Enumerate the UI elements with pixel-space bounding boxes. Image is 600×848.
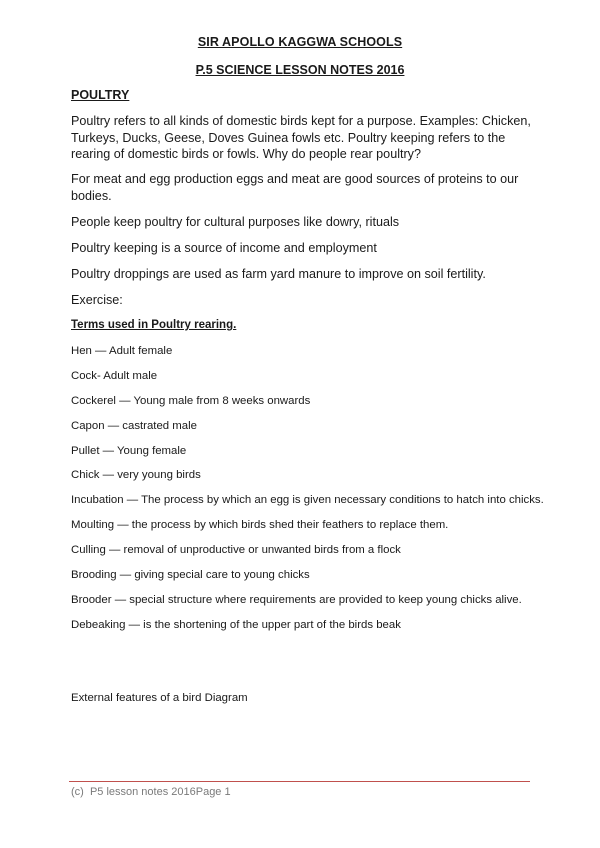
paragraph-manure: Poultry droppings are used as farm yard manure to improve on soil fertility.	[71, 267, 486, 281]
term-item: Brooding — giving special care to young chicks	[71, 569, 310, 582]
paragraph-definition: Poultry refers to all kinds of domestic birds kept for a purpose. Examples: Chicken, Turkeys, Ducks, Geese, Doves Guinea fowls etc. Poultry keeping refers to the rearing of domestic birds or fowls. Why do people rear poultry?	[71, 114, 531, 161]
school-title: SIR APOLLO KAGGWA SCHOOLS	[197, 35, 403, 49]
term-item: Debeaking — is the shortening of the upper part of the birds beak	[71, 618, 401, 631]
section-heading: POULTRY	[71, 88, 130, 102]
term-item: Culling — removal of unproductive or unwanted birds from a flock	[71, 544, 401, 557]
diagram-caption: External features of a bird Diagram	[71, 692, 248, 704]
term-item: Hen — Adult female	[71, 345, 173, 357]
terms-list	[71, 343, 551, 642]
footer-text: (c) P5 lesson notes 2016Page 1	[71, 786, 231, 798]
paragraph-cultural: People keep poultry for cultural purposes like dowry, rituals	[71, 215, 400, 229]
term-item: Moulting — the process by which birds shed their feathers to replace them.	[71, 519, 449, 532]
terms-heading: Terms used in Poultry rearing.	[71, 319, 237, 331]
term-item: Cockerel — Young male from 8 weeks onwards	[71, 394, 311, 407]
term-item: Pullet — Young female	[71, 444, 187, 457]
paragraph-meat-eggs: For meat and egg production eggs and meat are good sources of proteins to our bodies.	[71, 172, 519, 203]
exercise-label: Exercise:	[71, 293, 123, 307]
term-item: Brooder — special structure where requirements are provided to keep young chicks alive.	[71, 593, 522, 606]
term-item: Cock- Adult male	[71, 369, 158, 382]
paragraph-income: Poultry keeping is a source of income and employment	[71, 241, 377, 255]
term-item: Incubation — The process by which an egg is given necessary conditions to hatch into chicks.	[71, 494, 544, 507]
term-item: Chick — very young birds	[71, 469, 201, 482]
term-item: Capon — castrated male	[71, 419, 197, 432]
lesson-title: P.5 SCIENCE LESSON NOTES 2016	[195, 63, 405, 77]
footer-divider	[69, 781, 530, 782]
